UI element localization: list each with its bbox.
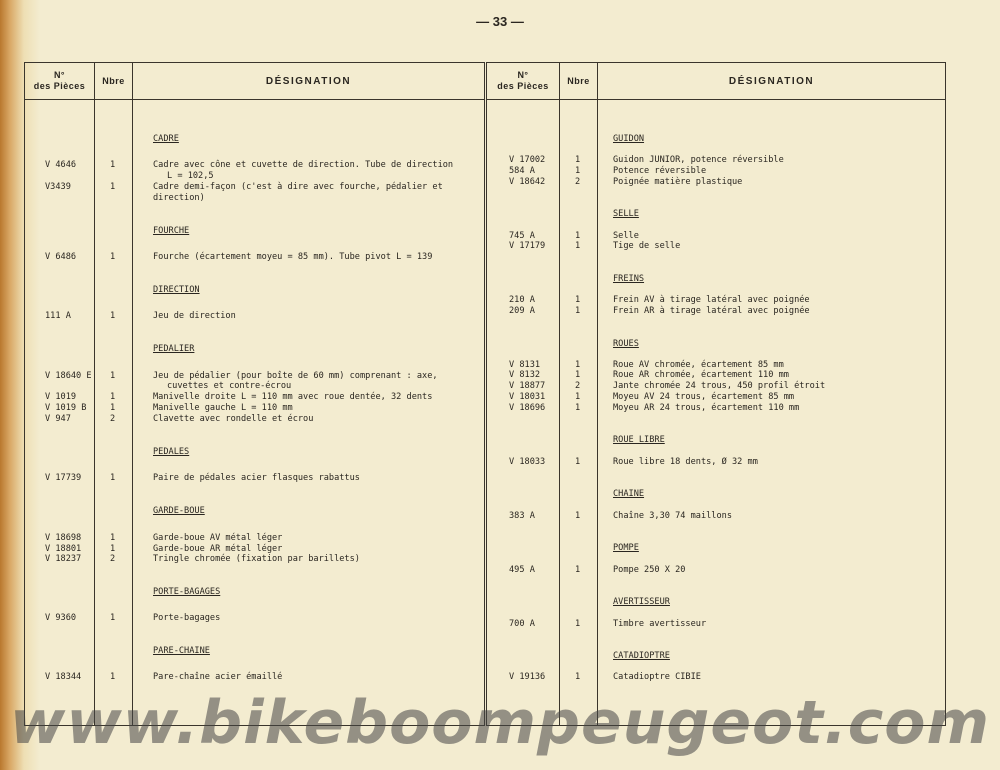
designation: Manivelle gauche L = 110 mm bbox=[153, 403, 293, 413]
designation: Tringle chromée (fixation par barillets) bbox=[153, 554, 360, 564]
part-number: 584 A bbox=[509, 166, 535, 176]
designation: L = 102,5 bbox=[167, 171, 214, 181]
quantity: 1 bbox=[110, 392, 116, 402]
section-title: GARDE-BOUE bbox=[153, 506, 205, 516]
designation: Tige de selle bbox=[613, 241, 681, 251]
part-number: V 4646 bbox=[45, 160, 77, 170]
quantity: 1 bbox=[575, 231, 581, 241]
designation: Timbre avertisseur bbox=[613, 619, 707, 629]
quantity: 1 bbox=[575, 155, 581, 165]
part-number: 745 A bbox=[509, 231, 535, 241]
designation: Jeu de direction bbox=[153, 311, 236, 321]
quantity: 1 bbox=[575, 392, 581, 402]
quantity: 1 bbox=[575, 511, 581, 521]
quantity: 2 bbox=[110, 554, 116, 564]
quantity: 1 bbox=[575, 619, 581, 629]
designation: Pare-chaîne acier émaillé bbox=[153, 672, 283, 682]
part-number: V 18801 bbox=[45, 544, 82, 554]
part-number: V 1019 B bbox=[45, 403, 87, 413]
header-part-number: N° des Pièces bbox=[33, 70, 86, 91]
section-title: POMPE bbox=[613, 543, 639, 553]
part-number: V 18696 bbox=[509, 403, 546, 413]
part-number: 209 A bbox=[509, 306, 535, 316]
quantity: 1 bbox=[110, 473, 116, 483]
part-number: V 8131 bbox=[509, 360, 541, 370]
quantity: 1 bbox=[110, 613, 116, 623]
designation: Moyeu AV 24 trous, écartement 85 mm bbox=[613, 392, 795, 402]
quantity: 1 bbox=[575, 403, 581, 413]
part-number: V 18642 bbox=[509, 177, 546, 187]
quantity: 1 bbox=[110, 160, 116, 170]
section-title: CHAINE bbox=[613, 489, 645, 499]
quantity: 2 bbox=[110, 414, 116, 424]
part-number: 210 A bbox=[509, 295, 535, 305]
designation: Catadioptre CIBIE bbox=[613, 672, 701, 682]
designation: Manivelle droite L = 110 mm avec roue dentée, 32 dents bbox=[153, 392, 433, 402]
part-number: V 17002 bbox=[509, 155, 546, 165]
designation: Garde-boue AV métal léger bbox=[153, 533, 283, 543]
section-title: PARE-CHAINE bbox=[153, 646, 210, 656]
designation: Selle bbox=[613, 231, 639, 241]
designation: Fourche (écartement moyeu = 85 mm). Tube pivot L = 139 bbox=[153, 252, 433, 262]
designation: Cadre demi-façon (c'est à dire avec fourche, pédalier et bbox=[153, 182, 443, 192]
designation: Chaîne 3,30 74 maillons bbox=[613, 511, 732, 521]
designation: Frein AR à tirage latéral avec poignée bbox=[613, 306, 810, 316]
section-title: FOURCHE bbox=[153, 226, 190, 236]
designation: Roue libre 18 dents, Ø 32 mm bbox=[613, 457, 758, 467]
designation: direction) bbox=[153, 193, 205, 203]
header-quantity: Nbre bbox=[102, 75, 125, 86]
header-designation: DÉSIGNATION bbox=[728, 75, 815, 87]
quantity: 1 bbox=[575, 565, 581, 575]
part-number: V 17179 bbox=[509, 241, 546, 251]
part-number: V 18031 bbox=[509, 392, 546, 402]
quantity: 1 bbox=[110, 252, 116, 262]
quantity: 1 bbox=[110, 182, 116, 192]
part-number: 111 A bbox=[45, 311, 71, 321]
section-title: CADRE bbox=[153, 134, 179, 144]
part-number: 495 A bbox=[509, 565, 535, 575]
designation: Roue AV chromée, écartement 85 mm bbox=[613, 360, 784, 370]
part-number: V 18877 bbox=[509, 381, 546, 391]
quantity: 1 bbox=[575, 295, 581, 305]
designation: Poignée matière plastique bbox=[613, 177, 743, 187]
part-number: V 18237 bbox=[45, 554, 82, 564]
designation: Clavette avec rondelle et écrou bbox=[153, 414, 314, 424]
designation: Guidon JUNIOR, potence réversible bbox=[613, 155, 784, 165]
part-number: V 8132 bbox=[509, 370, 541, 380]
parts-table-right bbox=[486, 62, 946, 726]
quantity: 1 bbox=[575, 370, 581, 380]
quantity: 1 bbox=[575, 306, 581, 316]
designation: Cadre avec cône et cuvette de direction. Tube de direction bbox=[153, 160, 454, 170]
quantity: 1 bbox=[575, 166, 581, 176]
header-part-number: N° des Pièces bbox=[497, 70, 549, 91]
section-title: FREINS bbox=[613, 274, 645, 284]
designation: Moyeu AR 24 trous, écartement 110 mm bbox=[613, 403, 800, 413]
quantity: 1 bbox=[110, 311, 116, 321]
section-title: CATADIOPTRE bbox=[613, 651, 670, 661]
part-number: V 18033 bbox=[509, 457, 546, 467]
designation: Potence réversible bbox=[613, 166, 707, 176]
part-number: V 18698 bbox=[45, 533, 82, 543]
page-number: — 33 — bbox=[476, 14, 524, 29]
quantity: 1 bbox=[575, 672, 581, 682]
section-title: GUIDON bbox=[613, 134, 645, 144]
designation: Garde-boue AR métal léger bbox=[153, 544, 283, 554]
part-number: 700 A bbox=[509, 619, 535, 629]
part-number: V 18640 E bbox=[45, 371, 92, 381]
parts-table-left bbox=[24, 62, 485, 726]
designation: Frein AV à tirage latéral avec poignée bbox=[613, 295, 810, 305]
quantity: 2 bbox=[575, 381, 581, 391]
section-title: PORTE-BAGAGES bbox=[153, 587, 221, 597]
part-number: V 19136 bbox=[509, 672, 546, 682]
part-number: V 6486 bbox=[45, 252, 77, 262]
section-title: PEDALES bbox=[153, 447, 190, 457]
designation: Paire de pédales acier flasques rabattus bbox=[153, 473, 360, 483]
header-quantity: Nbre bbox=[567, 75, 590, 86]
quantity: 1 bbox=[575, 457, 581, 467]
quantity: 2 bbox=[575, 177, 581, 187]
part-number: V3439 bbox=[45, 182, 71, 192]
quantity: 1 bbox=[110, 403, 116, 413]
part-number: 383 A bbox=[509, 511, 535, 521]
section-title: ROUE LIBRE bbox=[613, 435, 665, 445]
quantity: 1 bbox=[575, 360, 581, 370]
section-title: DIRECTION bbox=[153, 285, 200, 295]
quantity: 1 bbox=[110, 672, 116, 682]
designation: Jante chromée 24 trous, 450 profil étroit bbox=[613, 381, 826, 391]
designation: Pompe 250 X 20 bbox=[613, 565, 686, 575]
designation: Porte-bagages bbox=[153, 613, 221, 623]
quantity: 1 bbox=[110, 544, 116, 554]
part-number: V 18344 bbox=[45, 672, 82, 682]
section-title: AVERTISSEUR bbox=[613, 597, 670, 607]
section-title: PEDALIER bbox=[153, 344, 195, 354]
quantity: 1 bbox=[110, 371, 116, 381]
part-number: V 947 bbox=[45, 414, 71, 424]
designation: Roue AR chromée, écartement 110 mm bbox=[613, 370, 789, 380]
designation: Jeu de pédalier (pour boîte de 60 mm) comprenant : axe, bbox=[153, 371, 438, 381]
part-number: V 1019 bbox=[45, 392, 77, 402]
watermark: www.bikeboompeugeot.com bbox=[9, 688, 991, 758]
quantity: 1 bbox=[575, 241, 581, 251]
section-title: ROUES bbox=[613, 339, 639, 349]
part-number: V 9360 bbox=[45, 613, 77, 623]
designation: cuvettes et contre-écrou bbox=[167, 381, 292, 391]
section-title: SELLE bbox=[613, 209, 639, 219]
header-designation: DÉSIGNATION bbox=[265, 75, 352, 87]
quantity: 1 bbox=[110, 533, 116, 543]
part-number: V 17739 bbox=[45, 473, 82, 483]
